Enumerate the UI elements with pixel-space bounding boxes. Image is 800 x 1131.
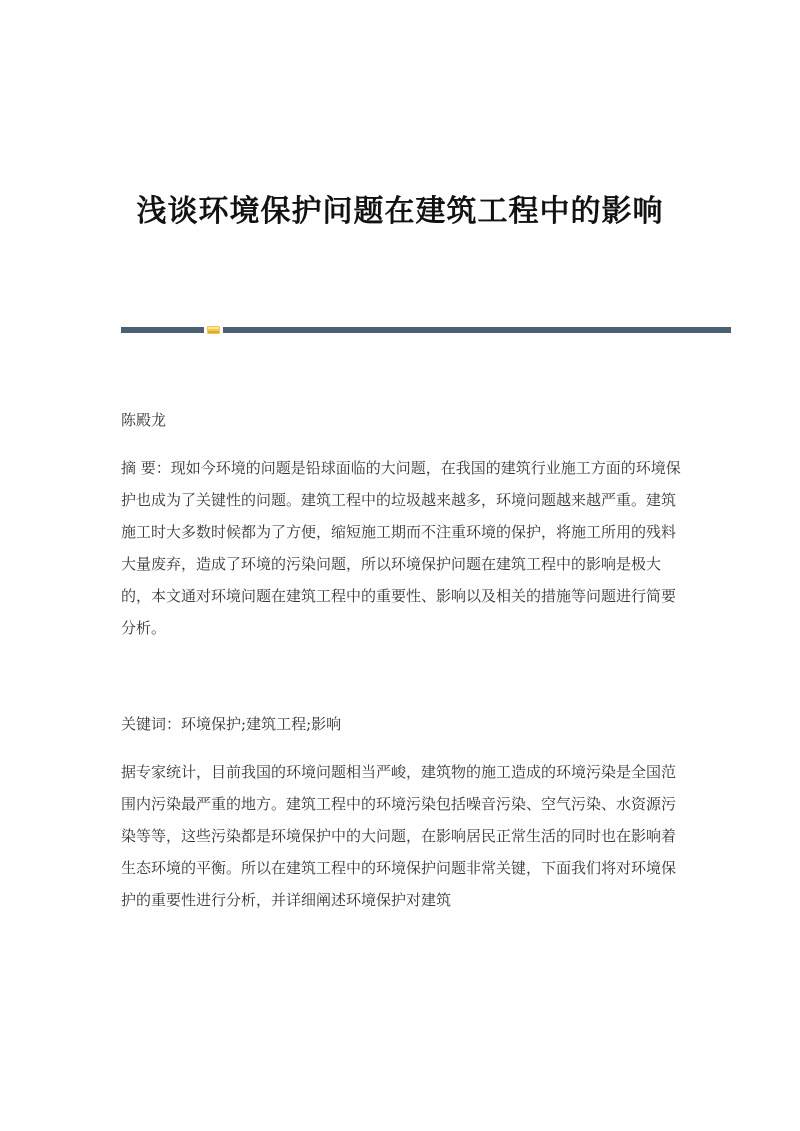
keywords-text: 环境保护;建筑工程;影响 [181,715,342,733]
body-paragraph: 据专家统计，目前我国的环境问题相当严峻，建筑物的施工造成的环境污染是全国范围内污染最严重的地方。建筑工程中的环境污染包括噪音污染、空气污染、水资源污染等等，这些污染都是环境保护中的大问题，在影响居民正常生活的同时也在影响着生态环境的平衡。所以在建筑工程中的环境保护问题非常关键，下面我们将对环境保护的重要性进行分析，并详细阐述环境保护对建筑 [121,763,677,909]
keywords-paragraph [121,708,681,740]
keywords-label: 关键词： [121,715,182,733]
divider-bar-right [223,327,731,333]
page-title: 浅谈环境保护问题在建筑工程中的影响 [136,194,664,229]
title-divider [121,326,731,334]
author-name: 陈殿龙 [121,411,167,429]
abstract-label: 摘 要： [121,459,171,477]
divider-ornament-icon [207,326,220,334]
abstract-paragraph [121,452,681,644]
divider-bar-left [121,327,204,333]
abstract-text: 现如今环境的问题是铅球面临的大问题，在我国的建筑行业施工方面的环境保护也成为了关键性的问题。建筑工程中的垃圾越来越多，环境问题越来越严重。建筑施工时大多数时候都为了方便，缩短施工期而不注重环境的保护，将施工所用的残料大量废弃，造成了环境的污染问题，所以环境保护问题在建筑工程中的影响是极大的，本文通对环境问题在建筑工程中的重要性、影响以及相关的措施等问题进行简要分析。 [121,459,681,637]
